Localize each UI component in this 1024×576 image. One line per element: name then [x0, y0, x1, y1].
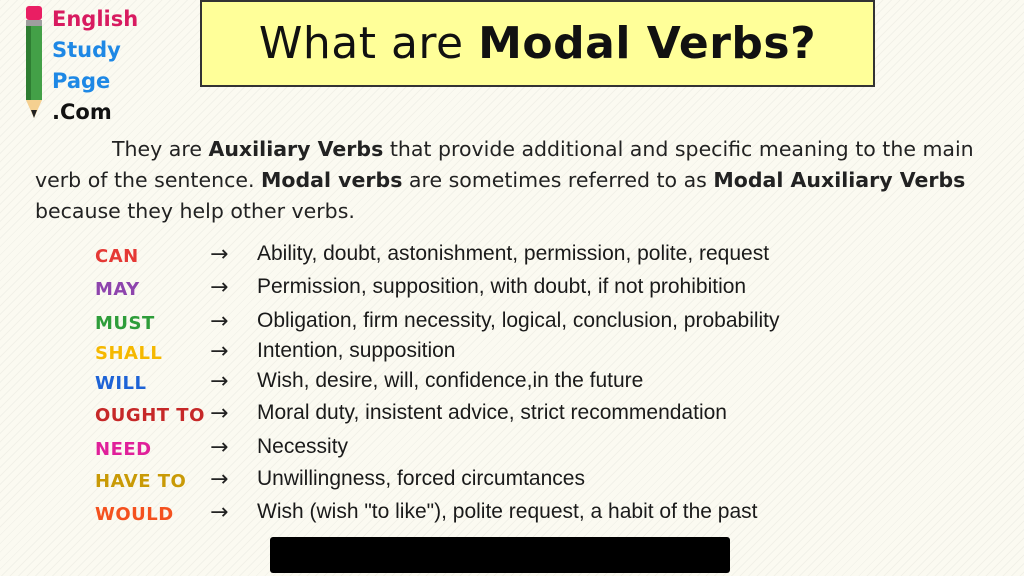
modal-verb-label: MUST	[95, 313, 155, 334]
modal-verb-label: CAN	[95, 246, 139, 267]
modal-verb-label: WOULD	[95, 504, 174, 525]
pencil-icon	[24, 6, 44, 124]
modal-meaning: Ability, doubt, astonishment, permission, polite, request	[257, 242, 770, 265]
modal-meaning: Unwillingness, forced circumtances	[257, 467, 585, 490]
modal-meaning: Necessity	[257, 435, 349, 458]
modal-row-may	[0, 275, 1024, 305]
modal-meaning: Obligation, firm necessity, logical, conclusion, probability	[257, 309, 780, 332]
modal-row-can	[0, 242, 1024, 272]
modal-row-need	[0, 435, 1024, 465]
arrow-right-icon: →	[210, 309, 229, 334]
logo-line-english: English	[52, 7, 139, 31]
title-banner	[200, 0, 875, 87]
redaction-bar	[270, 537, 730, 573]
title-prefix: What are	[258, 18, 479, 69]
intro-bold-1: Auxiliary Verbs	[208, 137, 384, 161]
intro-bold-2: Modal verbs	[260, 168, 403, 192]
intro-text-2: that provide additional and specific meaning to the main verb of the sentence.	[35, 137, 974, 192]
logo-line-com: .Com	[52, 100, 112, 124]
modal-verb-label: OUGHT TO	[95, 405, 205, 426]
arrow-right-icon: →	[210, 275, 229, 300]
modal-row-would	[0, 500, 1024, 530]
arrow-right-icon: →	[210, 401, 229, 426]
logo-line-page: Page	[52, 69, 111, 93]
modal-verb-label: NEED	[95, 439, 152, 460]
arrow-right-icon: →	[210, 369, 229, 394]
modal-meaning: Wish (wish "to like"), polite request, a habit of the past	[257, 500, 758, 523]
modal-verb-label: SHALL	[95, 343, 163, 364]
modal-verb-label: WILL	[95, 373, 147, 394]
intro-paragraph	[35, 134, 975, 227]
arrow-right-icon: →	[210, 435, 229, 460]
title-emphasis: Modal Verbs?	[478, 18, 817, 69]
arrow-right-icon: →	[210, 339, 229, 364]
arrow-right-icon: →	[210, 242, 229, 267]
modal-row-shall	[0, 339, 1024, 369]
intro-text-1: They are	[112, 137, 209, 161]
logo-line-study: Study	[52, 38, 121, 62]
modal-meaning: Moral duty, insistent advice, strict recommendation	[257, 401, 727, 424]
modal-verb-label: HAVE TO	[95, 471, 187, 492]
intro-bold-3: Modal Auxiliary Verbs	[713, 168, 966, 192]
modal-meaning: Wish, desire, will, confidence,in the future	[257, 369, 644, 392]
arrow-right-icon: →	[210, 500, 229, 525]
site-logo[interactable]	[20, 4, 150, 126]
intro-text-4: because they help other verbs.	[35, 199, 355, 223]
arrow-right-icon: →	[210, 467, 229, 492]
modal-meaning: Intention, supposition	[257, 339, 456, 362]
modal-row-have-to	[0, 467, 1024, 497]
page-title	[259, 18, 816, 69]
intro-text-3: are sometimes referred to as	[402, 168, 714, 192]
modal-row-will	[0, 369, 1024, 399]
modal-meaning: Permission, supposition, with doubt, if not prohibition	[257, 275, 747, 298]
modal-row-must	[0, 309, 1024, 339]
modal-row-ought-to	[0, 401, 1024, 431]
modal-verb-label: MAY	[95, 279, 140, 300]
